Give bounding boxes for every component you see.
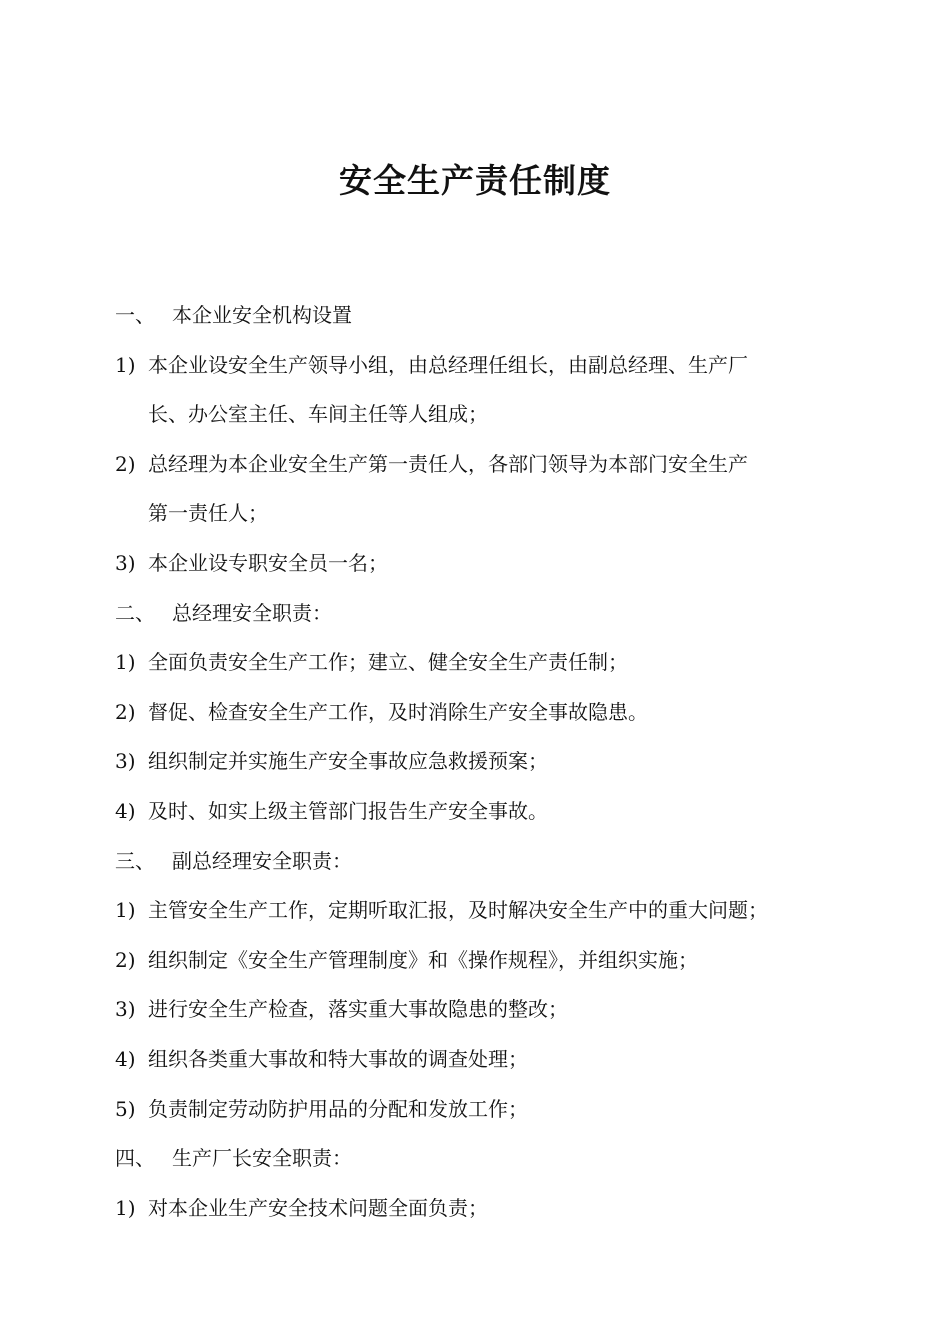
item-number: 2): [115, 451, 136, 476]
list-item: [115, 936, 845, 986]
list-item: [115, 1035, 845, 1085]
list-item-continuation: [115, 390, 845, 440]
item-number: 1): [115, 352, 136, 377]
item-number: 2): [115, 947, 136, 972]
section-number: 一、: [115, 303, 155, 327]
list-item: [115, 539, 845, 589]
section-number: 四、: [115, 1146, 155, 1171]
list-item-continuation: [115, 489, 845, 539]
list-item: [115, 688, 845, 738]
item-text: 进行安全生产检查，落实重大事故隐患的整改；: [148, 997, 568, 1022]
item-text: 总经理为本企业安全生产第一责任人，各部门领导为本部门安全生产: [148, 451, 748, 476]
item-text: 督促、检查安全生产工作，及时消除生产安全事故隐患。: [148, 699, 648, 724]
document-title: 安全生产责任制度: [339, 161, 611, 200]
list-item: [115, 440, 845, 490]
item-number: 3): [115, 550, 136, 575]
item-text: 主管安全生产工作，定期听取汇报，及时解决安全生产中的重大问题；: [148, 898, 768, 923]
list-item: [115, 787, 845, 837]
document-body: [115, 291, 845, 1233]
section-heading-text: 副总经理安全职责：: [172, 848, 352, 873]
list-item: [115, 638, 845, 688]
item-text: 及时、如实上级主管部门报告生产安全事故。: [148, 798, 548, 823]
section-heading-text: 生产厂长安全职责：: [172, 1146, 352, 1171]
list-item: [115, 985, 845, 1035]
section-number: 三、: [115, 848, 155, 873]
item-text: 组织各类重大事故和特大事故的调查处理；: [148, 1046, 528, 1071]
item-text: 全面负责安全生产工作；建立、健全安全生产责任制；: [148, 650, 628, 675]
item-text: 第一责任人；: [148, 501, 268, 526]
section-heading: [115, 837, 845, 887]
item-number: 1): [115, 898, 136, 923]
list-item: [115, 341, 845, 391]
list-item: [115, 1085, 845, 1135]
section-heading: [115, 589, 845, 639]
section-heading-text: 本企业安全机构设置: [172, 303, 352, 327]
item-number: 1): [115, 650, 136, 675]
section-number: 二、: [115, 600, 155, 625]
section-heading: [115, 291, 845, 341]
item-number: 4): [115, 1046, 136, 1071]
item-number: 5): [115, 1096, 136, 1121]
item-text: 负责制定劳动防护用品的分配和发放工作；: [148, 1096, 528, 1121]
section-heading-text: 总经理安全职责：: [172, 600, 332, 625]
item-number: 3): [115, 749, 136, 774]
item-number: 2): [115, 699, 136, 724]
item-number: 4): [115, 798, 136, 823]
item-text: 本企业设专职安全员一名；: [148, 550, 388, 575]
list-item: [115, 737, 845, 787]
list-item: [115, 886, 845, 936]
item-text: 本企业设安全生产领导小组，由总经理任组长，由副总经理、生产厂: [148, 352, 748, 377]
item-number: 3): [115, 997, 136, 1022]
list-item: [115, 1184, 845, 1234]
item-text: 长、办公室主任、车间主任等人组成；: [148, 402, 488, 427]
item-text: 组织制定并实施生产安全事故应急救援预案；: [148, 749, 548, 774]
item-number: 1): [115, 1195, 136, 1220]
item-text: 组织制定《安全生产管理制度》和《操作规程》，并组织实施；: [148, 947, 698, 972]
section-heading: [115, 1134, 845, 1184]
item-text: 对本企业生产安全技术问题全面负责；: [148, 1195, 488, 1220]
